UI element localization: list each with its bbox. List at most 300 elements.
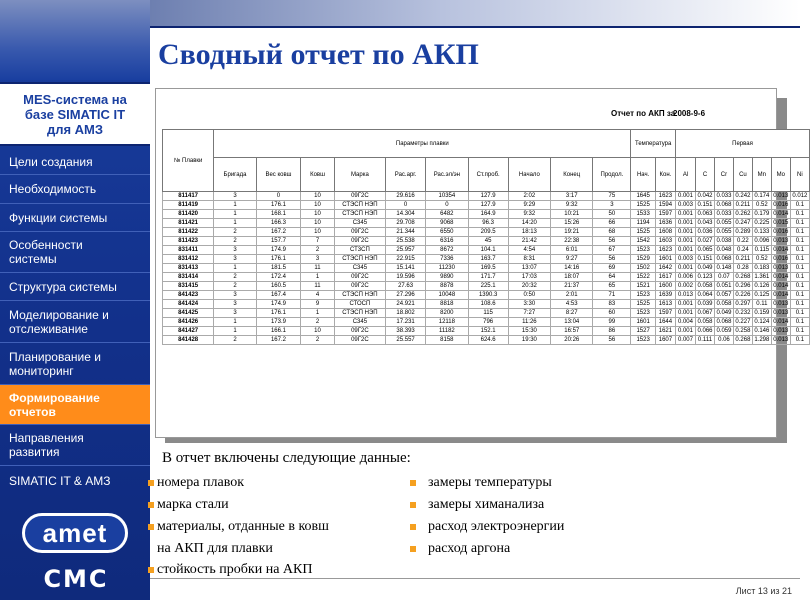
table-cell: 1 [301, 309, 334, 318]
table-cell: 2:02 [508, 192, 550, 201]
table-row [163, 237, 810, 246]
table-cell: 0 [386, 201, 426, 210]
table-cell: 0.174 [754, 193, 770, 199]
nav-directions[interactable] [0, 425, 150, 466]
table-row [163, 327, 810, 336]
table-cell: 0.014 [773, 292, 789, 298]
list-item-text: замеры химанализа [428, 497, 545, 512]
page-number: Лист 13 из 21 [735, 586, 792, 596]
table-cell: 4:53 [551, 300, 593, 309]
table-cell: 3 [301, 255, 334, 264]
table-cell: 10 [301, 228, 334, 237]
list-item [410, 497, 544, 513]
table-cell: 69 [593, 264, 631, 273]
table-cell: 09Г2С [334, 282, 385, 291]
table-cell: 1523 [631, 246, 656, 255]
table-cell: 0.52 [752, 201, 771, 210]
table-cell: 0.013 [773, 265, 789, 271]
table-cell: 811421 [163, 219, 214, 228]
table-cell: 0.1 [790, 282, 809, 291]
table-cell: 166.3 [256, 219, 301, 228]
group-header-temp: Температура [631, 130, 676, 158]
table-cell: 1523 [631, 336, 656, 345]
report-heading: Отчет по АКП за [611, 109, 676, 118]
table-cell: 75 [593, 192, 631, 201]
table-cell: 0.1 [790, 327, 809, 336]
bullet-icon [410, 480, 416, 486]
table-cell: 56 [593, 336, 631, 345]
table-cell: 2 [214, 228, 256, 237]
nav-label: Функции системы [9, 210, 108, 225]
table-cell: 1 [301, 273, 334, 282]
col-header: Ст.проб. [468, 158, 508, 192]
list-item-text: расход аргона [428, 541, 511, 556]
table-cell: 10 [301, 219, 334, 228]
table-cell: 108.6 [468, 300, 508, 309]
table-cell: 50 [593, 210, 631, 219]
nav-goals[interactable] [0, 150, 150, 175]
table-cell: 3 [214, 309, 256, 318]
table-cell: 0.039 [697, 301, 713, 307]
table-cell: 831414 [163, 273, 214, 282]
nav-label: Моделирование и отслеживание [9, 307, 109, 336]
table-cell: 1525 [631, 201, 656, 210]
table-cell: 174.9 [256, 300, 301, 309]
table-cell: 1525 [631, 300, 656, 309]
table-cell: 10:21 [551, 210, 593, 219]
table-cell: 18.802 [386, 309, 426, 318]
table-cell: 9:27 [551, 255, 593, 264]
table-cell: 0.007 [675, 336, 695, 345]
table-row [163, 192, 810, 201]
table-cell: 1607 [655, 336, 675, 345]
table-cell: 3 [214, 291, 256, 300]
table-row [163, 282, 810, 291]
list-item-text: номера плавок [157, 475, 245, 490]
table-cell: 11 [301, 264, 334, 273]
table-cell: 0.124 [754, 319, 770, 325]
table-cell: 176.1 [256, 309, 301, 318]
table-cell: 624.6 [468, 336, 508, 345]
table-cell: 173.9 [256, 318, 301, 327]
table-cell: 0.016 [773, 256, 789, 262]
table-cell: 24.921 [386, 300, 426, 309]
table-cell: 831413 [163, 264, 214, 273]
table-cell: 0.014 [773, 319, 789, 325]
bullet-icon [410, 502, 416, 508]
table-cell: 1 [214, 264, 256, 273]
bullet-icon [148, 567, 154, 573]
table-cell: 0.159 [754, 310, 770, 316]
table-cell: 8818 [426, 300, 468, 309]
nav-structure[interactable] [0, 273, 150, 301]
table-cell: 0.013 [773, 310, 789, 316]
sidebar [0, 0, 150, 600]
table-cell: 9 [301, 300, 334, 309]
table-cell: 9:32 [508, 210, 550, 219]
table-cell: 0.1 [790, 201, 809, 210]
cmc-logo: СМС [43, 565, 109, 593]
table-row [163, 255, 810, 264]
table-cell: СТ3СП [334, 246, 385, 255]
table-cell: 27.63 [386, 282, 426, 291]
bullet-icon [410, 546, 416, 552]
table-cell: 172.4 [256, 273, 301, 282]
table-cell: 0.003 [675, 255, 695, 264]
table-cell: 2 [214, 336, 256, 345]
table-cell: 68 [593, 228, 631, 237]
nav-label: Формирование отчетов [9, 390, 100, 419]
table-cell: 1608 [655, 228, 675, 237]
table-cell: 0.268 [735, 274, 751, 280]
table-cell: 21:42 [508, 237, 550, 246]
table-cell: 9:32 [551, 201, 593, 210]
table-cell: 1623 [655, 192, 675, 201]
table-cell: 2 [214, 237, 256, 246]
list-item-text: на АКП для плавки [157, 541, 273, 556]
list-item-text: стойкость пробки на АКП [157, 562, 313, 577]
table-cell: 09Г2С [334, 192, 385, 201]
table-cell: 9:29 [508, 201, 550, 210]
table-cell: 0.043 [697, 220, 713, 226]
table-cell: 157.7 [256, 237, 301, 246]
table-row [163, 291, 810, 300]
nav-label: Направления развития [9, 431, 84, 459]
table-cell: 0.013 [773, 238, 789, 244]
table-cell: 1390.3 [468, 291, 508, 300]
table-cell: 0.096 [754, 238, 770, 244]
list-item-text: расход электроэнергии [428, 519, 565, 534]
table-cell: 21.344 [386, 228, 426, 237]
table-cell: 65 [593, 282, 631, 291]
table-cell: 14:16 [551, 264, 593, 273]
table-cell: 13:04 [551, 318, 593, 327]
table-cell: 0.1 [790, 264, 809, 273]
table-cell: 8672 [426, 246, 468, 255]
table-cell: 0.001 [675, 219, 695, 228]
list-item [148, 475, 244, 491]
table-cell: 169.5 [468, 264, 508, 273]
col-header: Конец [551, 158, 593, 192]
table-cell: 8200 [426, 309, 468, 318]
table-cell: 1.361 [754, 274, 770, 280]
table-cell: 127.9 [468, 201, 508, 210]
table-cell: 1642 [655, 264, 675, 273]
table-cell: 0.183 [754, 265, 770, 271]
col-header: Cu [733, 158, 752, 192]
table-cell: 8878 [426, 282, 468, 291]
table-cell: 0.013 [675, 291, 695, 300]
list-item-text: марка стали [157, 497, 229, 512]
table-cell: 176.1 [256, 201, 301, 210]
nav-planning[interactable] [0, 343, 150, 385]
col-header: Бригада [214, 158, 256, 192]
table-cell: СТЭСП НЭП [334, 201, 385, 210]
table-cell: 841424 [163, 300, 214, 309]
table-cell: 0.068 [716, 256, 732, 262]
col-header: Ni [790, 158, 809, 192]
table-cell: 6482 [426, 210, 468, 219]
col-header: Al [675, 158, 695, 192]
table-cell: 1522 [631, 273, 656, 282]
col-header: Продол. [593, 158, 631, 192]
table-cell: С345 [334, 264, 385, 273]
table-cell: 166.1 [256, 327, 301, 336]
nav-reports[interactable] [0, 385, 150, 425]
table-cell: СТЭСП НЭП [334, 255, 385, 264]
table-cell: С345 [334, 219, 385, 228]
table-cell: 0.227 [735, 319, 751, 325]
table-cell: 168.1 [256, 210, 301, 219]
table-cell: СТЭСП НЭП [334, 309, 385, 318]
table-cell: 22:38 [551, 237, 593, 246]
table-cell: 0.133 [754, 229, 770, 235]
col-header: Вес ковш [256, 158, 301, 192]
top-divider [150, 26, 800, 28]
table-cell: 0.065 [697, 247, 713, 253]
table-cell: 2 [214, 282, 256, 291]
table-cell: 09Г2С [334, 228, 385, 237]
table-cell: 09Г2С [334, 327, 385, 336]
list-item [410, 541, 510, 557]
table-cell: 0.012 [790, 192, 809, 201]
table-cell: 6:01 [551, 246, 593, 255]
table-cell: 1617 [655, 273, 675, 282]
table-cell: 9890 [426, 273, 468, 282]
nav-label: SIMATIC IT & АМЗ [9, 474, 111, 488]
table-cell: 811417 [163, 192, 214, 201]
table-cell: 1194 [631, 219, 656, 228]
table-cell: 56 [593, 255, 631, 264]
table-cell: 29.708 [386, 219, 426, 228]
table-cell: 0.123 [697, 274, 713, 280]
table-cell: 811422 [163, 228, 214, 237]
page-title: Сводный отчет по АКП [158, 38, 479, 71]
table-cell: 0.1 [790, 336, 809, 345]
nav-functions[interactable] [0, 204, 150, 232]
table-cell: СТОСП [334, 300, 385, 309]
table-cell: 831411 [163, 246, 214, 255]
table-cell: 0.126 [754, 283, 770, 289]
table-cell: 2 [301, 336, 334, 345]
table-cell: 2 [301, 246, 334, 255]
table-cell: 96.3 [468, 219, 508, 228]
col-header: Ковш [301, 158, 334, 192]
table-cell: 15:30 [508, 327, 550, 336]
table-cell: 29.616 [386, 192, 426, 201]
col-header: № Плавки [163, 130, 214, 192]
table-cell: 167.2 [256, 228, 301, 237]
table-cell: 1 [214, 219, 256, 228]
table-cell: 1 [214, 327, 256, 336]
table-cell: 0.1 [790, 309, 809, 318]
table-cell: 17:03 [508, 273, 550, 282]
table-cell: 09Г2С [334, 273, 385, 282]
table-cell: 0.048 [716, 247, 732, 253]
table-cell: 8158 [426, 336, 468, 345]
list-item [148, 562, 312, 578]
table-cell: 0.11 [752, 300, 771, 309]
table-cell: 10354 [426, 192, 468, 201]
table-cell: 0 [256, 192, 301, 201]
table-cell: 0.1 [790, 255, 809, 264]
table-cell: 0.211 [733, 201, 752, 210]
table-cell: 0.013 [773, 328, 789, 334]
table-cell: 0.06 [714, 336, 733, 345]
table-cell: 25.957 [386, 246, 426, 255]
table-cell: 0.242 [735, 193, 751, 199]
table-cell: 0.016 [773, 202, 789, 208]
table-cell: 13:07 [508, 264, 550, 273]
report-date: 2008-9-6 [673, 109, 706, 118]
nav-label: Особенности системы [9, 238, 83, 266]
table-cell: 1 [214, 318, 256, 327]
table-cell: 11230 [426, 264, 468, 273]
nav-simatic-amz[interactable] [0, 466, 150, 496]
header-row [163, 158, 810, 192]
table-row [163, 300, 810, 309]
table-cell: 7:27 [508, 309, 550, 318]
list-item [410, 519, 564, 535]
table-cell: 0.059 [716, 328, 732, 334]
table-cell: 0.1 [790, 246, 809, 255]
report-rows [163, 192, 810, 345]
table-cell: 0.001 [675, 327, 695, 336]
table-cell: 56 [593, 237, 631, 246]
table-cell: 0.258 [735, 328, 751, 334]
table-cell: 0.179 [754, 211, 770, 217]
table-cell: 0.003 [675, 201, 695, 210]
table-cell: 0.014 [773, 247, 789, 253]
table-cell: 2:01 [551, 291, 593, 300]
table-cell: 160.5 [256, 282, 301, 291]
table-cell: 174.9 [256, 246, 301, 255]
table-cell: 3:17 [551, 192, 593, 201]
col-header: Рас.эл/эн [426, 158, 468, 192]
table-cell: 3:30 [508, 300, 550, 309]
table-cell: 0.068 [716, 202, 732, 208]
table-cell: 6550 [426, 228, 468, 237]
table-cell: 3 [214, 255, 256, 264]
table-cell: 45 [468, 237, 508, 246]
table-cell: 811423 [163, 237, 214, 246]
table-cell: 0.1 [790, 237, 809, 246]
table-cell: 0.268 [735, 337, 751, 343]
table-cell: 14.304 [386, 210, 426, 219]
table-cell: 86 [593, 327, 631, 336]
table-cell: 0.058 [716, 301, 732, 307]
table-cell: 0.07 [714, 273, 733, 282]
table-cell: 1523 [631, 309, 656, 318]
table-cell: 19:21 [551, 228, 593, 237]
table-cell: 167.4 [256, 291, 301, 300]
nav-label: Необходимость [9, 182, 97, 196]
table-cell: 841428 [163, 336, 214, 345]
table-cell: 171.7 [468, 273, 508, 282]
table-cell: 0.151 [697, 202, 713, 208]
sidebar-title: MES-система на базе SIMATIC IT для АМЗ [23, 91, 127, 137]
table-cell: 71 [593, 291, 631, 300]
table-cell: 0.232 [735, 310, 751, 316]
table-cell: 0.049 [716, 310, 732, 316]
table-cell: 796 [468, 318, 508, 327]
table-cell: СТЭСП НЭП [334, 291, 385, 300]
table-cell: 831415 [163, 282, 214, 291]
table-cell: 0.1 [790, 318, 809, 327]
table-cell: 0.036 [697, 229, 713, 235]
table-cell: 1533 [631, 210, 656, 219]
table-cell: 0.014 [773, 283, 789, 289]
table-cell: 0:50 [508, 291, 550, 300]
table-cell: 1601 [631, 318, 656, 327]
table-cell: 11182 [426, 327, 468, 336]
nav-label: Цели создания [9, 155, 93, 169]
table-cell: 1525 [631, 228, 656, 237]
table-cell: 0.057 [716, 292, 732, 298]
table-row [163, 219, 810, 228]
table-cell: 1521 [631, 282, 656, 291]
table-cell: 209.5 [468, 228, 508, 237]
table-row [163, 246, 810, 255]
table-cell: 831412 [163, 255, 214, 264]
table-cell: 0.013 [773, 193, 789, 199]
table-cell: 1542 [631, 237, 656, 246]
col-header: Рас.арг. [386, 158, 426, 192]
table-cell: 1644 [655, 318, 675, 327]
nav-label: Планирование и мониторинг [9, 349, 101, 378]
table-cell: 0.24 [733, 246, 752, 255]
table-row [163, 273, 810, 282]
table-cell: 1623 [655, 246, 675, 255]
nav-features[interactable] [0, 232, 150, 273]
nav-necessity[interactable] [0, 175, 150, 204]
table-cell: 0.111 [696, 336, 715, 345]
table-cell: 10 [301, 210, 334, 219]
table-cell: 15:26 [551, 219, 593, 228]
table-row [163, 309, 810, 318]
table-cell: 0.042 [697, 193, 713, 199]
table-cell: 0.211 [733, 255, 752, 264]
table-cell: 7 [301, 237, 334, 246]
table-cell: 0.001 [675, 300, 695, 309]
table-cell: 0.151 [697, 256, 713, 262]
table-row [163, 336, 810, 345]
table-cell: 1527 [631, 327, 656, 336]
table-cell: 16:57 [551, 327, 593, 336]
nav-modeling[interactable] [0, 301, 150, 343]
table-cell: 1601 [655, 255, 675, 264]
table-cell: 20:32 [508, 282, 550, 291]
table-cell: 38.393 [386, 327, 426, 336]
report-table [162, 129, 810, 345]
table-cell: 1597 [655, 210, 675, 219]
table-cell: 22.915 [386, 255, 426, 264]
bullet-icon [410, 524, 416, 530]
sidebar-title-box [0, 82, 150, 146]
table-cell: 09Г2С [334, 237, 385, 246]
table-cell: 152.1 [468, 327, 508, 336]
table-cell: 841426 [163, 318, 214, 327]
table-cell: 1636 [655, 219, 675, 228]
info-intro: В отчет включены следующие данные: [162, 450, 411, 466]
table-cell: 0.064 [697, 292, 713, 298]
list-item-text: замеры температуры [428, 475, 552, 490]
list-item-continuation [157, 541, 273, 557]
table-cell: 2 [214, 273, 256, 282]
table-cell: 17.231 [386, 318, 426, 327]
col-header: Mo [771, 158, 790, 192]
col-header: Кон. [655, 158, 675, 192]
